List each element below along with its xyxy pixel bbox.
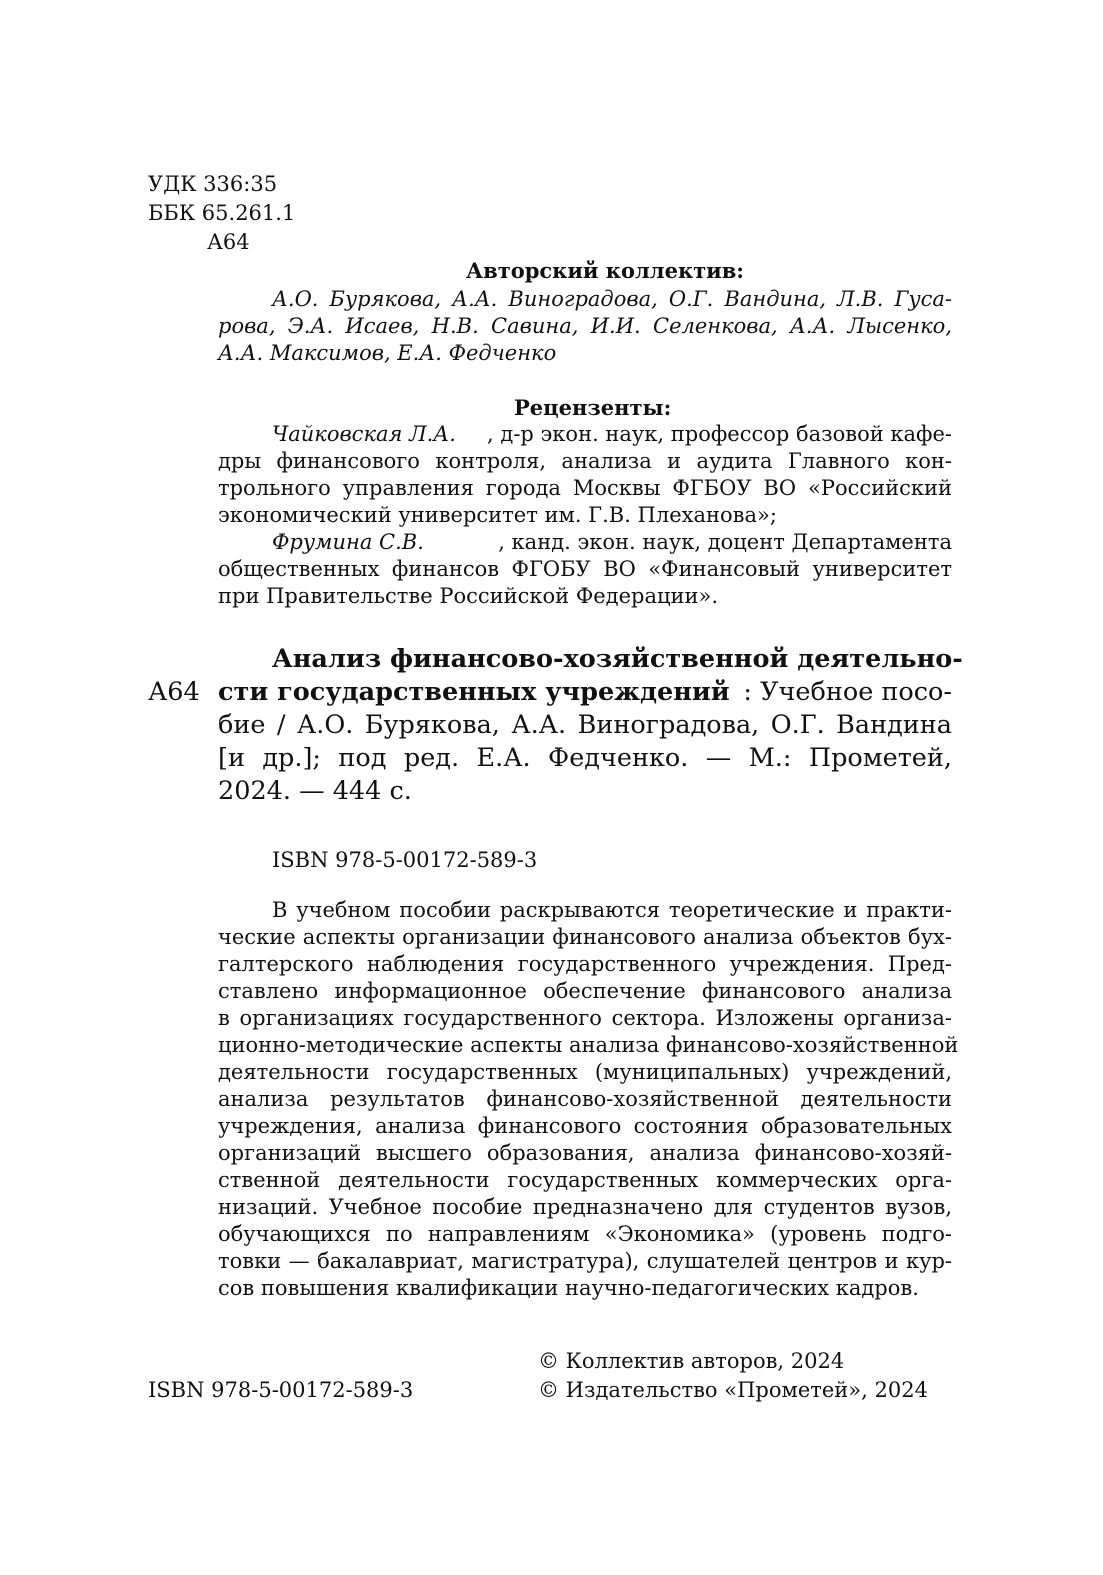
bibliography-sign: А64 [148,677,200,707]
abstract-line: товки — бакалавриат, магистратура), слушателей центров и кур- [218,1249,952,1273]
reviewer-1-line-1 [272,421,952,448]
authors-line-1: А.О. Бурякова, А.А. Виноградова, О.Г. Вандина, Л.В. Гуса- [272,287,952,311]
bbk-code: ББК 65.261.1 [148,201,296,225]
reviewer-2-line-1 [272,529,952,556]
isbn-footer: ISBN 978-5-00172-589-3 [148,1378,414,1402]
reviewer-2-line-3: при Правительстве Российской Федерации». [218,584,719,608]
abstract-line: низаций. Учебное пособие предназначено для студентов вузов, [218,1195,952,1219]
reviewer-2-name: Фрумина С.В. [272,530,424,554]
abstract-line: ционно-методические аспекты анализа финансово-хозяйственной [218,1033,959,1057]
abstract-line: деятельности государственных (муниципальных) учреждений, [218,1060,952,1084]
reviewers-heading: Рецензенты: [514,395,672,420]
book-title-line-1: Анализ финансово-хозяйственной деятельно- [272,644,963,674]
abstract-line: сов повышения квалификации научно-педагогических кадров. [218,1276,919,1300]
copyright-authors: © Коллектив авторов, 2024 [538,1349,845,1373]
book-title-line-2 [218,676,952,709]
abstract-line: обучающихся по направлениям «Экономика» (уровень подго- [218,1222,952,1246]
reviewer-1-name: Чайковская Л.А. [272,422,456,446]
authors-line-3: А.А. Максимов, Е.А. Федченко [218,341,557,365]
abstract-line: ставлено информационное обеспечение финансового анализа [218,979,952,1003]
book-description-line-2: [и др.]; под ред. Е.А. Федченко. — М.: Прометей, [218,743,952,773]
abstract-line: В учебном пособии раскрываются теоретические и практи- [272,898,952,922]
reviewer-1-line-2: дры финансового контроля, анализа и аудита Главного кон- [218,449,952,473]
reviewer-2-line-2: общественных финансов ФГОБУ ВО «Финансовый университет [218,557,952,581]
reviewer-2-first-line: , канд. экон. наук, доцент Департамента [498,530,952,554]
book-title-line-2-rest: : Учебное посо- [743,677,952,707]
book-description-line-1: бие / А.О. Бурякова, А.А. Виноградова, О.Г. Вандина [218,710,952,740]
abstract-line: в организациях государственного сектора. Изложены организа- [218,1006,952,1030]
abstract-line: галтерского наблюдения государственного учреждения. Пред- [218,952,952,976]
book-title-line-2-bold: сти государственных учреждений [218,677,730,707]
abstract-line: учреждения, анализа финансового состояния образовательных [218,1114,952,1138]
abstract-line: анализа результатов финансово-хозяйственной деятельности [218,1087,952,1111]
book-description-line-3: 2024. — 444 с. [218,776,412,806]
abstract-line: ческие аспекты организации финансового анализа объектов бух- [218,925,952,949]
abstract-line: ственной деятельности государственных коммерческих орга- [218,1168,952,1192]
reviewer-1-line-4: экономический университет им. Г.В. Плеханова»; [218,503,777,527]
isbn-top: ISBN 978-5-00172-589-3 [272,848,538,872]
author-sign: А64 [207,230,250,254]
authors-heading: Авторский коллектив: [466,258,745,283]
reviewer-1-line-3: трольного управления города Москвы ФГБОУ ВО «Российский [218,476,952,500]
authors-line-2: рова, Э.А. Исаев, Н.В. Савина, И.И. Селенкова, А.А. Лысенко, [218,314,952,338]
reviewer-1-first-line: , д-р экон. наук, профессор базовой кафе- [487,422,952,446]
abstract-line: организаций высшего образования, анализа финансово-хозяй- [218,1141,952,1165]
udk-code: УДК 336:35 [148,172,278,196]
copyright-publisher: © Издательство «Прометей», 2024 [538,1378,928,1402]
